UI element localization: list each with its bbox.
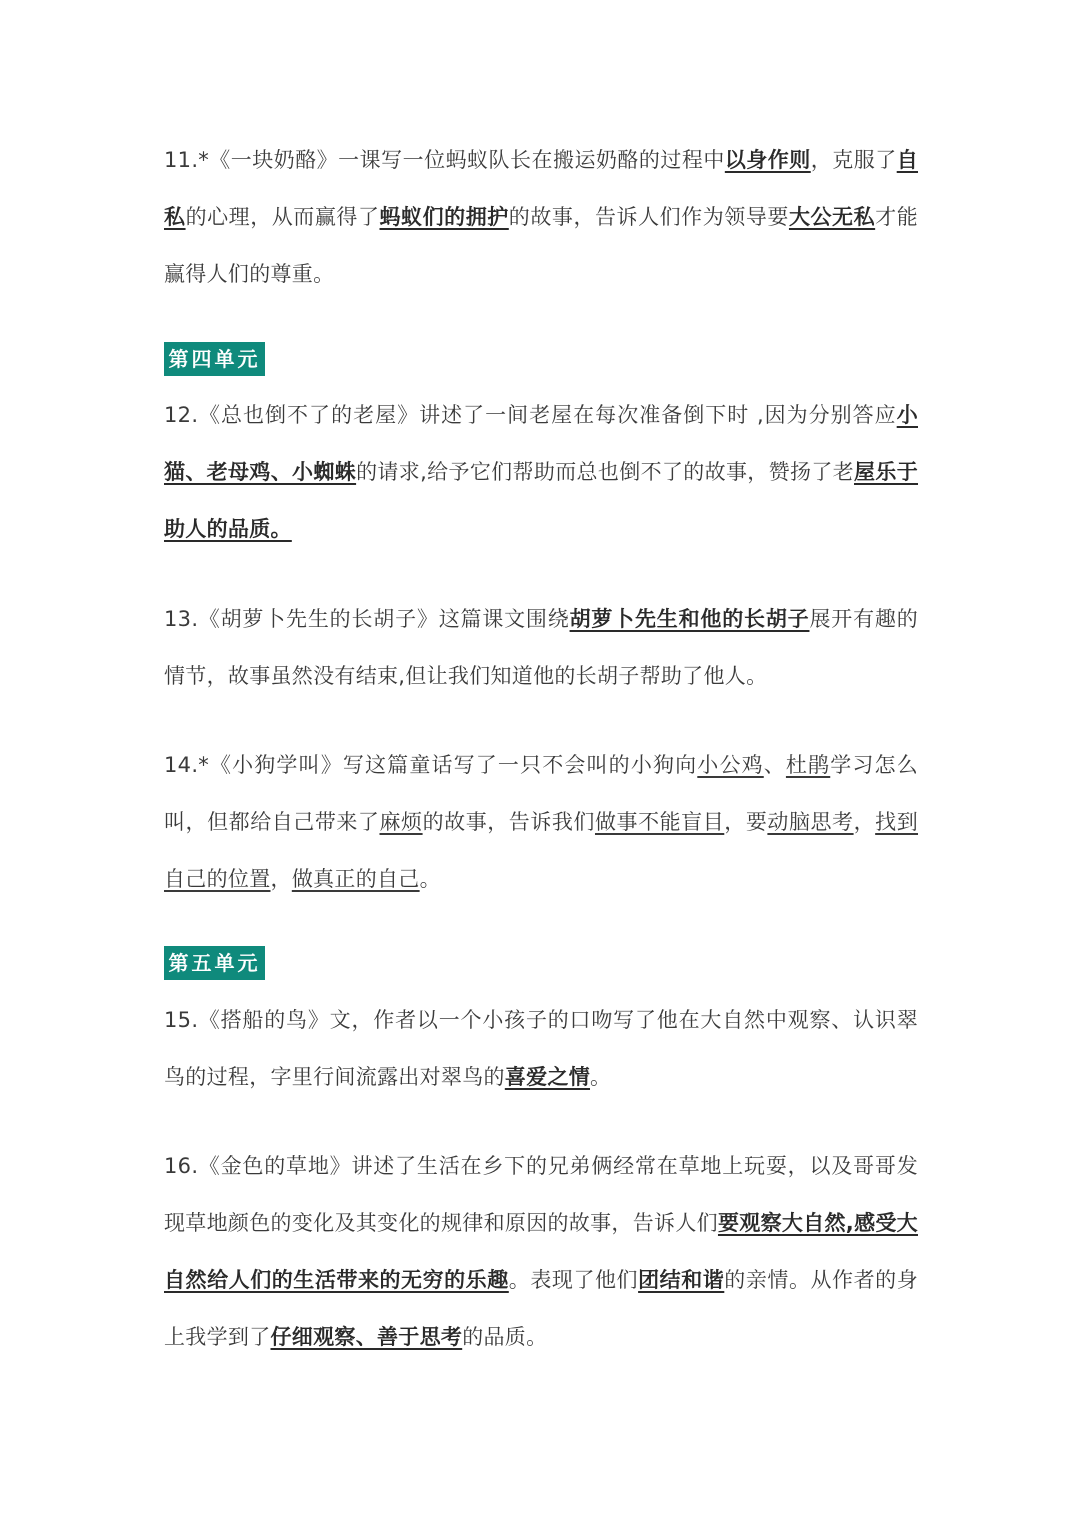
paragraph-16: 16.《金色的草地》讲述了生活在乡下的兄弟俩经常在草地上玩耍，以及哥哥发现草地颜色的变化及其变化的规律和原因的故事，告诉人们要观察大自然,感受大自然给人们的生活带来的无穷的乐趣。表现了他们团结和谐的亲情。从作者的身上我学到了仔细观察、善于思考的品质。 <box>164 1154 918 1349</box>
paragraph-15: 15.《搭船的鸟》文，作者以一个小孩子的口吻写了他在大自然中观察、认识翠鸟的过程，字里行间流露出对翠鸟的喜爱之情。 <box>164 1008 918 1089</box>
paragraph-13: 13.《胡萝卜先生的长胡子》这篇课文围绕胡萝卜先生和他的长胡子展开有趣的情节，故事虽然没有结束,但让我们知道他的长胡子帮助了他人。 <box>164 607 919 688</box>
unit-heading-4: 第四单元 <box>164 342 265 376</box>
unit-heading-5: 第五单元 <box>164 946 265 980</box>
paragraph-12: 12.《总也倒不了的老屋》讲述了一间老屋在每次准备倒下时 ,因为分别答应小猫、老母鸡、小蜘蛛的请求,给予它们帮助而总也倒不了的故事，赞扬了老屋乐于助人的品质。 <box>164 403 919 541</box>
paragraph-11: 11.*《一块奶酪》一课写一位蚂蚁队长在搬运奶酪的过程中以身作则，克服了自私的心理，从而赢得了蚂蚁们的拥护的故事，告诉人们作为领导要大公无私才能赢得人们的尊重。 <box>164 148 919 286</box>
paragraph-14: 14.*《小狗学叫》写这篇童话写了一只不会叫的小狗向小公鸡、杜鹃学习怎么叫，但都给自己带来了麻烦的故事，告诉我们做事不能盲目，要动脑思考，找到自己的位置，做真正的自己。 <box>164 753 919 891</box>
